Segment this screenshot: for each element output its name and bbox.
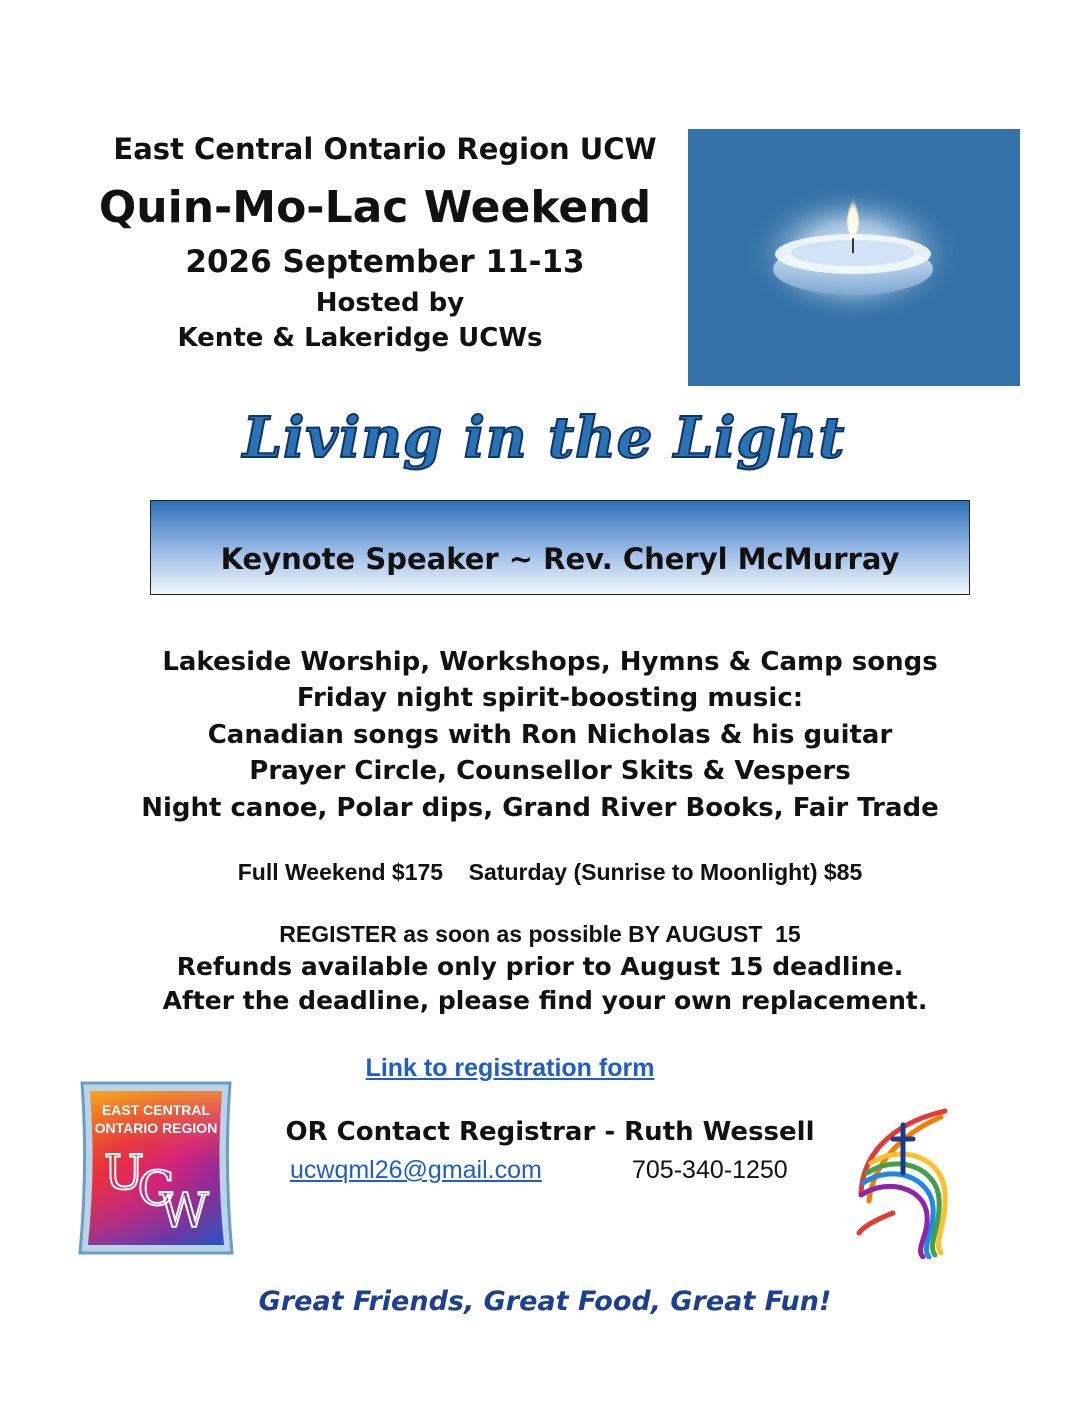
feature-line: Canadian songs with Ron Nicholas & his guitar	[207, 720, 893, 750]
event-title: Quin-Mo-Lac Weekend	[98, 182, 652, 233]
registration-deadline: REGISTER as soon as possible BY AUGUST 15	[279, 921, 801, 947]
feature-line: Night canoe, Polar dips, Grand River Books, Fair Trade	[141, 793, 939, 823]
event-date: 2026 September 11-13	[185, 244, 585, 280]
slogan: Great Friends, Great Food, Great Fun!	[258, 1286, 832, 1317]
candle-icon	[688, 129, 1020, 386]
feature-line: Prayer Circle, Counsellor Skits & Vespers	[249, 756, 851, 786]
logo-letter-w: W	[159, 1183, 209, 1239]
keynote-speaker: Keynote Speaker ~ Rev. Cheryl McMurray	[220, 542, 900, 576]
registration-form-link[interactable]: Link to registration form	[365, 1054, 655, 1082]
candle-image	[688, 129, 1020, 386]
pricing: Full Weekend $175 Saturday (Sunrise to Moonlight) $85	[237, 859, 863, 885]
host-groups: Kente & Lakeridge UCWs	[177, 323, 543, 353]
refund-note: Refunds available only prior to August 15 deadline.	[176, 952, 904, 981]
registrar-phone: 705-340-1250	[632, 1156, 788, 1184]
logo-letter-u: U	[103, 1145, 145, 1201]
theme-title: Living in the Light	[242, 405, 846, 471]
logo-line2: ONTARIO REGION	[94, 1120, 218, 1136]
logo-letter-c: C	[137, 1161, 175, 1217]
registrar-contact: OR Contact Registrar - Ruth Wessell	[285, 1117, 815, 1147]
region-title: East Central Ontario Region UCW	[113, 132, 657, 166]
feature-line: Lakeside Worship, Workshops, Hymns & Camp songs	[162, 647, 938, 677]
feature-line: Friday night spirit-boosting music:	[296, 683, 804, 713]
replacement-note: After the deadline, please find your own replacement.	[162, 986, 928, 1015]
registrar-email-link[interactable]: ucwqml26@gmail.com	[290, 1156, 542, 1184]
ucw-logo	[74, 1077, 238, 1259]
logo-line1: EAST CENTRAL	[101, 1102, 211, 1118]
hosted-by-label: Hosted by	[315, 288, 465, 318]
united-church-crest-icon	[853, 1103, 955, 1259]
